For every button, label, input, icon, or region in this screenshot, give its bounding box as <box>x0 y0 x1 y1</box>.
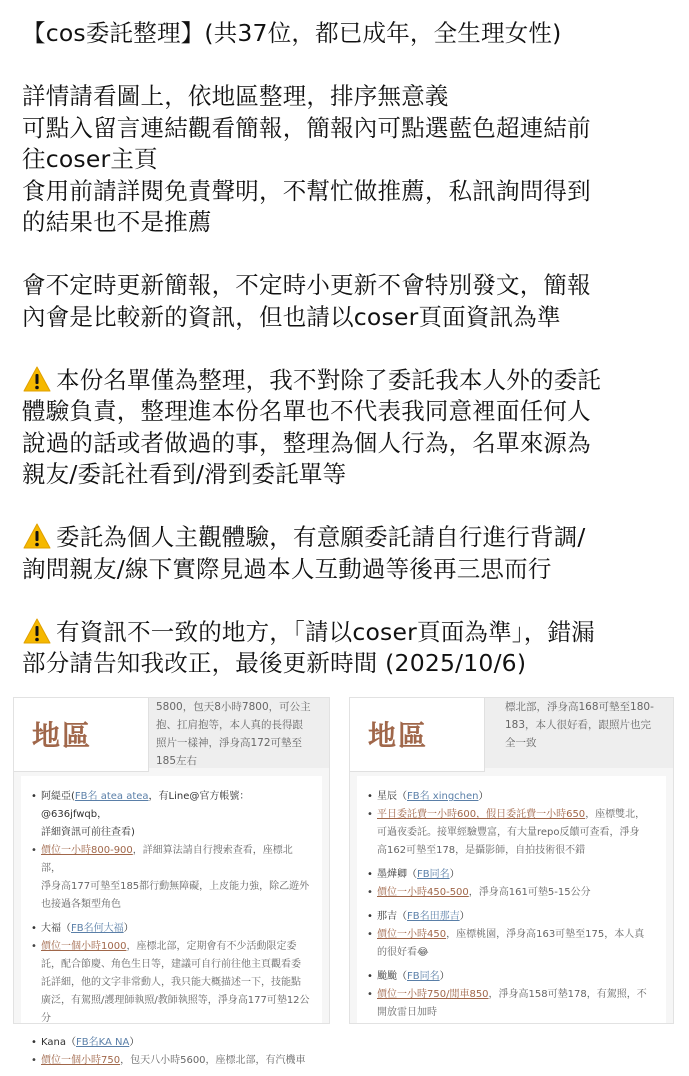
post-line-text: 本份名單僅為整理，我不對除了委託我本人外的委託 <box>56 365 602 394</box>
coser-desc <box>31 938 312 956</box>
snippet-line: 抱、扛肩抱等，本人真的長得跟 <box>156 719 303 731</box>
detail-line: 淨身高177可墊至185都行動無障礙，上皮能力強，除乙遊外 <box>41 881 310 892</box>
desc-text: ，座標北部，定期會有不少活動限定委 <box>126 941 297 952</box>
coser-name <box>31 920 312 938</box>
list-item <box>367 908 656 962</box>
post-line: 說過的話或者做過的事，整理為個人行為，名單來源為 <box>22 428 591 457</box>
coser-link[interactable]: FB同名 <box>417 869 450 880</box>
coser-link[interactable]: FB名KA NA <box>75 1037 130 1048</box>
coser-name-suffix: ） <box>123 923 134 934</box>
coser-name-suffix: ） <box>439 971 450 982</box>
price-link[interactable]: 價位一小時800-900 <box>41 845 133 856</box>
coser-name-text: 星辰（ <box>377 791 407 802</box>
region-title: 地區 <box>368 719 429 752</box>
coser-link[interactable]: FB名 xingchen <box>407 791 479 802</box>
coser-name <box>367 968 656 986</box>
coser-name-text: 那吉（ <box>377 911 407 922</box>
coser-name <box>367 908 656 926</box>
snippet-line: 5800，包天8小時7800，可公主 <box>156 701 311 713</box>
post-line: 可點入留言連結觀看簡報，簡報內可點選藍色超連結前 <box>22 113 591 142</box>
coser-name <box>367 788 656 806</box>
price-link[interactable]: 價位一小時750/閒車850 <box>377 989 489 1000</box>
coser-desc <box>367 806 656 824</box>
detail-line: 高162可墊至178，是攝影師，自拍技術很不錯 <box>377 845 586 856</box>
post-line: 親友/委託社看到/滑到委託單等 <box>22 460 347 488</box>
post-line: 詢問親友/線下實際見過本人互動過等後再三思而行 <box>22 554 552 583</box>
list-item <box>31 788 312 914</box>
detail-line: 的很好看😂 <box>377 947 429 958</box>
detail-line: 託詳細，他的文字非常動人，我只能大概描述一下，技能點 <box>41 977 301 988</box>
coser-desc <box>367 926 656 944</box>
coser-desc <box>31 1052 312 1070</box>
list-item <box>367 968 656 1022</box>
coser-name <box>367 866 656 884</box>
post-line-text: 有資訊不一致的地方，「請以coser頁面為準」，錯漏 <box>56 617 595 646</box>
desc-text: ，詳細算法請自行搜索查看，座標北部， <box>41 845 293 874</box>
price-link[interactable]: 價位一小時450 <box>377 929 447 940</box>
warning-icon <box>22 365 52 391</box>
post-line: 詳情請看圖上，依地區整理，排序無意義 <box>22 82 449 110</box>
region-label-box <box>14 698 149 772</box>
coser-name-suffix: ） <box>449 869 460 880</box>
desc-text: ，座標桃園，淨身高163可墊至175，本人真 <box>446 929 645 940</box>
post-line <box>22 522 672 554</box>
desc-text: ，淨身高158可墊178，有駕照，不 <box>488 989 647 1000</box>
coser-link[interactable]: FB同名 <box>407 971 440 982</box>
post-paragraph-1 <box>22 81 672 239</box>
warning-icon <box>22 617 52 643</box>
post-line: 的結果也不是推薦 <box>22 208 212 236</box>
post-line <box>22 365 672 397</box>
coser-name-suffix: ） <box>459 911 470 922</box>
coser-desc <box>367 884 656 902</box>
attached-images <box>0 697 689 1066</box>
image-card-right[interactable] <box>349 697 674 1024</box>
post-line: 往coser主頁 <box>22 145 158 173</box>
post-line: 會不定時更新簡報，不定時小更新不會特別發文，簡報 <box>22 271 591 299</box>
coser-name-text: 墨燁卿（ <box>377 869 417 880</box>
list-item <box>31 920 312 1028</box>
coser-desc <box>31 842 312 878</box>
snippet-line: 標北部，淨身高168可墊至180- <box>505 701 654 713</box>
card-body <box>357 776 666 1023</box>
coser-name-text: 大福（ <box>41 923 71 934</box>
snippet-line: 照片一樣神，淨身高172可墊至 <box>156 737 303 749</box>
coser-name-text: Kana（ <box>41 1037 76 1048</box>
card-body <box>21 776 322 1066</box>
coser-name-suffix: ） <box>129 1037 140 1048</box>
coser-name-line2: 詳細資訊可前往查看) <box>41 827 135 838</box>
post-line: 內會是比較新的資訊，但也請以coser頁面資訊為準 <box>22 302 561 331</box>
post-line: 食用前請詳閱免責聲明，不幫忙做推薦，私訊詢問得到 <box>22 176 591 205</box>
snippet-line: 全一致 <box>505 737 537 749</box>
post-text <box>22 18 672 711</box>
list-item <box>31 1034 312 1070</box>
price-link[interactable]: 價位一小時450-500 <box>377 887 469 898</box>
detail-line: 廣泛，有駕照/護理師執照/教師執照等，淨身高177可墊12公 <box>41 995 310 1006</box>
desc-text: ，包天八小時5600，座標北部，有汽機車 <box>120 1055 306 1066</box>
detail-line: 可過夜委託。接單經驗豐富，有大量repo反饋可查看，淨身 <box>377 827 640 838</box>
post-line <box>22 617 672 649</box>
post-line: 體驗負責，整理進本份名單也不代表我同意裡面任何人 <box>22 397 591 425</box>
price-link[interactable]: 平日委託費一小時600，假日委託費一小時650 <box>377 809 586 820</box>
detail-line: 也接過各類型角色 <box>41 899 121 910</box>
region-label-box <box>350 698 485 772</box>
coser-name-suffix: ） <box>478 791 489 802</box>
detail-line: 託，配合節慶、角色生日等，建議可自行前往他主頁觀看委 <box>41 959 301 970</box>
card-top-snippet <box>505 698 665 752</box>
region-title: 地區 <box>32 719 93 752</box>
post-title: 【cos委託整理】(共37位，都已成年，全生理女性) <box>22 19 562 47</box>
coser-desc <box>367 986 656 1004</box>
list-item <box>367 866 656 902</box>
price-link[interactable]: 價位一個小時750 <box>41 1055 121 1066</box>
post-paragraph-5 <box>22 617 672 680</box>
post-paragraph-2 <box>22 270 672 333</box>
post-paragraph-3 <box>22 365 672 491</box>
coser-name-text: 阿緹亞( <box>41 791 75 802</box>
coser-name-text: 颱颱（ <box>377 971 407 982</box>
post-paragraph-4 <box>22 522 672 585</box>
coser-name-suffix: ，有Line@官方帳號：@636jfwqb， <box>41 791 250 820</box>
price-link[interactable]: 價位一個小時1000 <box>41 941 127 952</box>
snippet-line: 183，本人很好看，跟照片也完 <box>505 719 652 731</box>
coser-list <box>367 788 656 1028</box>
detail-line: 分 <box>41 1013 51 1024</box>
coser-name <box>31 1034 312 1052</box>
card-top-snippet <box>156 698 316 770</box>
desc-text: ，淨身高161可墊5-15公分 <box>468 887 591 898</box>
post-line: 部分請告知我改正，最後更新時間 (2025/10/6) <box>22 649 527 677</box>
coser-link[interactable]: FB名何大福 <box>71 923 124 934</box>
desc-text: ，座標雙北， <box>585 809 646 820</box>
post-line-text: 委託為個人主觀體驗，有意願委託請自行進行背調/ <box>56 523 586 551</box>
coser-link[interactable]: FB名田那吉 <box>407 911 460 922</box>
coser-name <box>31 788 312 824</box>
image-card-left[interactable] <box>13 697 330 1066</box>
warning-icon <box>22 522 52 548</box>
detail-line: 開放雷日加時 <box>377 1007 437 1018</box>
coser-list <box>31 788 312 1076</box>
coser-link[interactable]: FB名 atea atea <box>74 791 149 802</box>
list-item <box>367 788 656 860</box>
snippet-line: 185左右 <box>156 755 198 767</box>
